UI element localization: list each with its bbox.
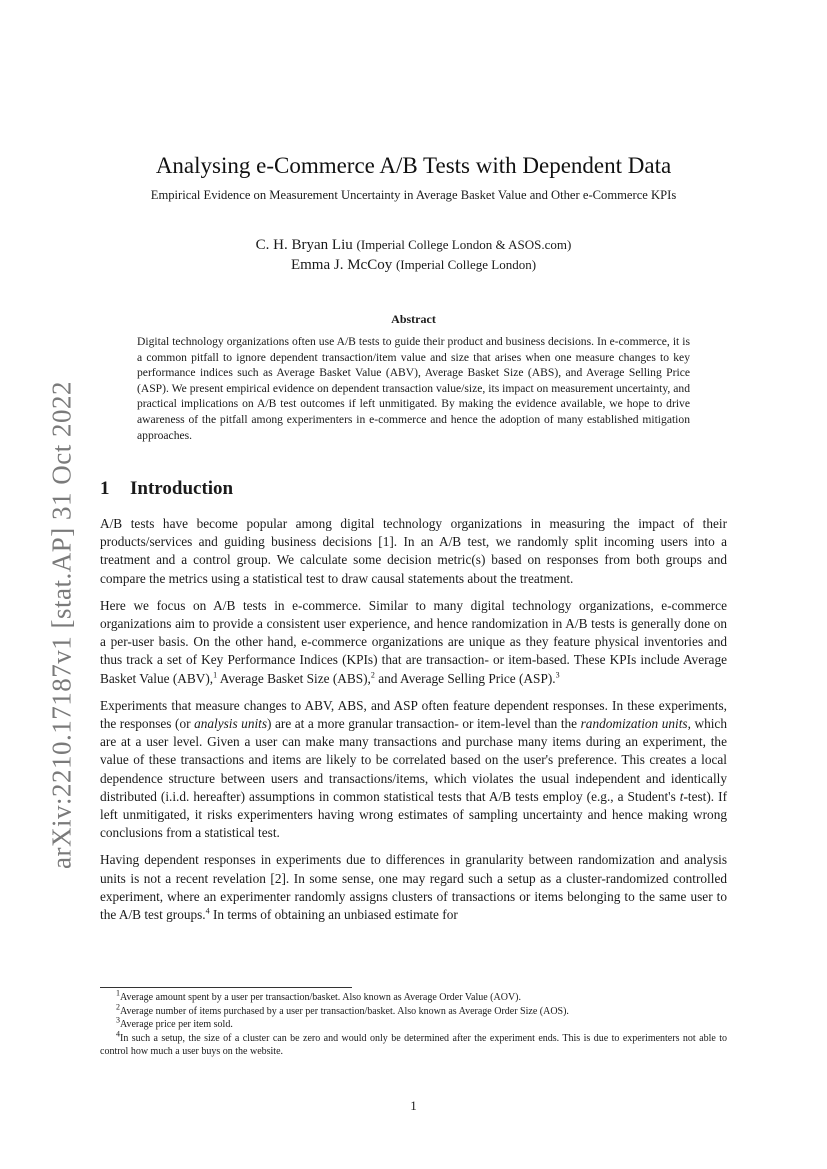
footnote: $^4$In such a setup, the size of a cluster can be zero and would only be determined after the experiment ends. This is due to experimenters not able to control how much a user buys on the website. (100, 1029, 727, 1058)
author-list (100, 235, 727, 275)
paper-title: Analysing e-Commerce A/B Tests with Dependent Data (155, 153, 672, 178)
author-line (100, 235, 727, 255)
emphasis-term: analysis units (194, 716, 268, 732)
page-number: 1 (410, 1098, 417, 1113)
author-affiliation: (Imperial College London) (395, 257, 537, 272)
paragraph: Having dependent responses in experiments due to differences in granularity between randomization and analysis units is not a recent revelation [2]. In some sense, one may regard such a setup as a cluster-randomized controlled experiment, where an experimenter randomly assigns clusters of transactions or items belonging to the same user to the A/B test groups.$^4$ In terms of obtaining an unbiased estimate for (100, 852, 727, 923)
paragraph: Experiments that measure changes to ABV, ABS, and ASP often feature dependent responses. In these experiments, the responses (or analysis units) are at a more granular transaction- or item-level than the randomization units, which are at a user level. Given a user can make many transactions and purchase many items during an experiment, the value of these transactions and items are likely to be correlated based on the user's preference. This creates a local dependence structure between users and transactions/items, which violates the usual independent and identically distributed (i.i.d. hereafter) assumptions in common statistical tests that A/B tests employ (e.g., a Student's t-test). If left unmitigated, it risks experimenters having wrong estimates of sampling uncertainty and hence making wrong conclusions from a statistical test. (100, 697, 727, 841)
footnote-ref[interactable]: 4 (205, 906, 210, 916)
footnote: $^3$Average price per item sold. (116, 1015, 233, 1031)
paper-subtitle: Empirical Evidence on Measurement Uncertainty in Average Basket Value and Other e-Commerce KPIs (150, 188, 677, 202)
section-heading (100, 478, 727, 500)
author-line (100, 255, 727, 275)
emphasis-term: randomization units (580, 716, 688, 732)
abstract-heading: Abstract (391, 312, 436, 326)
author-name: C. H. Bryan Liu (255, 237, 353, 253)
section-body (100, 515, 727, 933)
author-name: Emma J. McCoy (290, 257, 393, 273)
footnotes (100, 988, 727, 1059)
footnote-ref[interactable]: 3 (555, 670, 560, 680)
arxiv-identifier-stamp: arXiv:2210.17187v1 [stat.AP] 31 Oct 2022 (46, 381, 77, 869)
emphasis-term: t (679, 788, 684, 804)
paragraph: A/B tests have become popular among digital technology organizations in measuring the impact of their products/services and guiding business decisions [1]. In an A/B test, we randomly split incoming users into a treatment and a control group. We calculate some decision metric(s) based on responses from both groups and compare the metrics using a statistical test to draw causal statements about the treatment. (100, 516, 727, 586)
section-number: 1 (100, 478, 110, 499)
paragraph: Here we focus on A/B tests in e-commerce. Similar to many digital technology organizations, e-commerce organizations aim to provide a consistent user experience, and hence randomization in A/B tests is generally done on a per-user basis. On the other hand, e-commerce organizations are unique as they feature physical inventories and thus track a set of Key Performance Indices (KPIs) that are transaction- or item-based. These KPIs include Average Basket Value (ABV),$^1$ Average Basket Size (ABS),$^2$ and Average Selling Price (ASP).$^3$ (100, 597, 727, 686)
footnote-divider (100, 987, 352, 988)
abstract-text: Digital technology organizations often use A/B tests to guide their product and business decisions. In e-commerce, it is a common pitfall to ignore dependent transaction/item value and size that arises when one measure changes to key performance indices such as Average Basket Value (ABV), Average Basket Size (ABS), and Average Selling Price (ASP). We present empirical evidence on dependent transaction value/size, its impact on measurement uncertainty, and practical implications on A/B test outcomes if left unmitigated. By making the evidence available, we hope to drive awareness of the pitfall among experimenters in e-commerce and hence the adoption of many established mitigation approaches. (137, 335, 690, 442)
section-title: Introduction (130, 478, 234, 499)
footnote-ref[interactable]: 2 (370, 670, 375, 680)
footnote: $^1$Average amount spent by a user per transaction/basket. Also known as Average Order Value (AOV). (116, 988, 521, 1003)
footnote: $^2$Average number of items purchased by a user per transaction/basket. Also known as Average Order Size (AOS). (116, 1002, 569, 1017)
author-affiliation: (Imperial College London & ASOS.com) (356, 237, 572, 252)
footnote-ref[interactable]: 1 (213, 670, 218, 680)
